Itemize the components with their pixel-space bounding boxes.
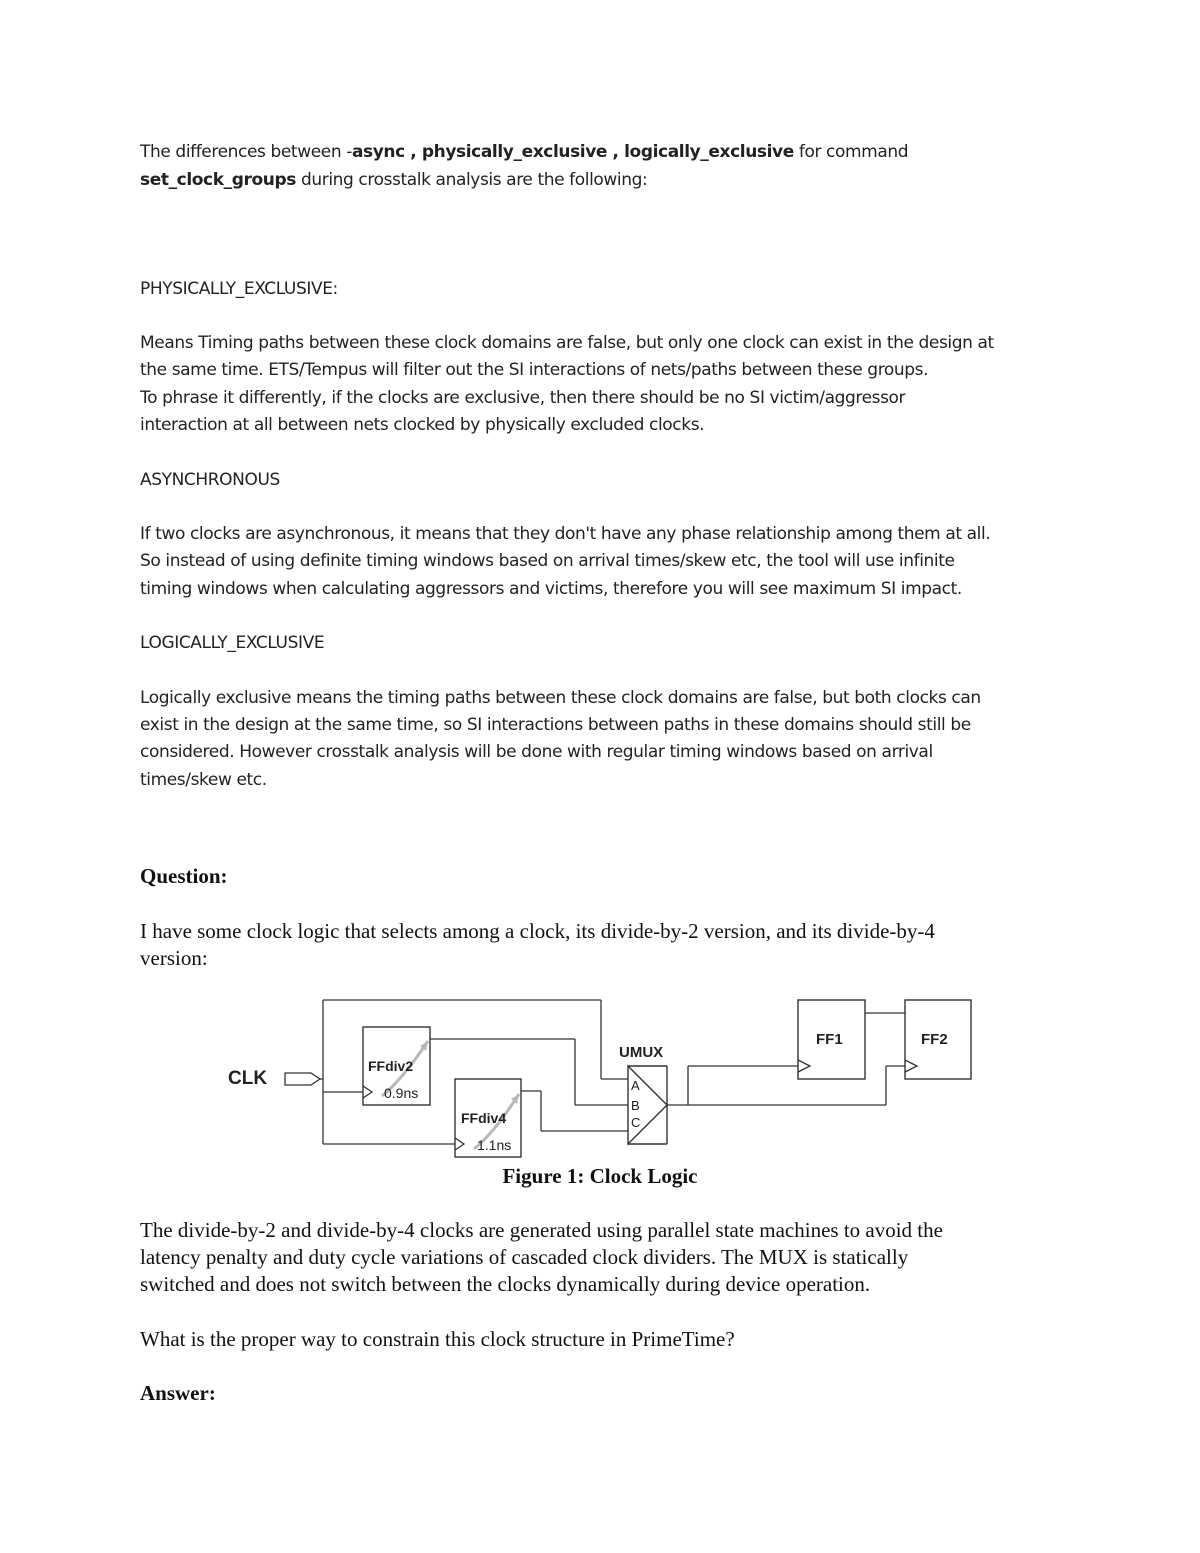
- physically-heading: PHYSICALLY_EXCLUSIVE:: [140, 279, 338, 299]
- physically-line: interaction at all between nets clocked by physically excluded clocks.: [140, 415, 705, 435]
- physically-line: Means Timing paths between these clock domains are false, but only one clock can exist in the design at: [140, 333, 994, 353]
- mux-input-b: B: [631, 1098, 640, 1113]
- ff1-label: FF1: [816, 1031, 843, 1048]
- intro-text: for command: [793, 142, 909, 162]
- intro-text: during crosstalk analysis are the following:: [295, 170, 648, 190]
- body-line: The divide-by-2 and divide-by-4 clocks are generated using parallel state machines to avoid the: [140, 1218, 943, 1242]
- logically-line: Logically exclusive means the timing paths between these clock domains are false, but both clocks can: [140, 688, 981, 708]
- asynchronous-line: timing windows when calculating aggressors and victims, therefore you will see maximum SI impact.: [140, 579, 962, 599]
- logically-heading: LOGICALLY_EXCLUSIVE: [140, 633, 325, 653]
- body-line: latency penalty and duty cycle variations of cascaded clock dividers. The MUX is statically: [140, 1245, 909, 1269]
- mux-input-c: C: [631, 1115, 641, 1130]
- intro-text: The differences between -: [140, 142, 352, 162]
- logically-line: times/skew etc.: [140, 770, 267, 790]
- physically-line: To phrase it differently, if the clocks are exclusive, then there should be no SI victim/aggressor: [140, 388, 906, 408]
- question-heading: Question:: [140, 864, 228, 888]
- asynchronous-heading: ASYNCHRONOUS: [140, 470, 280, 490]
- ffdiv2-label: FFdiv2: [368, 1058, 414, 1074]
- mux-input-a: A: [631, 1078, 640, 1093]
- answer-heading: Answer:: [140, 1381, 216, 1405]
- question-line: I have some clock logic that selects among a clock, its divide-by-2 version, and its divide-by-4: [140, 919, 935, 943]
- question-prompt: What is the proper way to constrain this clock structure in PrimeTime?: [140, 1327, 735, 1351]
- ff2-label: FF2: [921, 1031, 948, 1048]
- clk-label: CLK: [228, 1068, 268, 1089]
- asynchronous-line: If two clocks are asynchronous, it means that they don't have any phase relationship among them at all.: [140, 524, 991, 544]
- question-line: version:: [140, 946, 208, 970]
- command-name: set_clock_groups: [140, 170, 296, 190]
- logically-line: exist in the design at the same time, so SI interactions between paths in these domains should still be: [140, 715, 971, 735]
- ffdiv4-label: FFdiv4: [461, 1110, 507, 1126]
- clk-port: [285, 1073, 320, 1085]
- body-line: switched and does not switch between the clocks dynamically during device operation.: [140, 1272, 871, 1296]
- physically-line: the same time. ETS/Tempus will filter out the SI interactions of nets/paths between these groups.: [140, 360, 929, 380]
- ffdiv4-delay: 1.1ns: [477, 1137, 512, 1153]
- logically-line: considered. However crosstalk analysis will be done with regular timing windows based on arrival: [140, 742, 933, 762]
- umux-label: UMUX: [619, 1044, 664, 1061]
- intro-options: async , physically_exclusive , logically_exclusive: [351, 142, 794, 162]
- ffdiv2-delay: 0.9ns: [384, 1085, 419, 1101]
- asynchronous-line: So instead of using definite timing windows based on arrival times/skew etc, the tool will use infinite: [140, 551, 955, 571]
- figure-caption: Figure 1: Clock Logic: [502, 1164, 698, 1188]
